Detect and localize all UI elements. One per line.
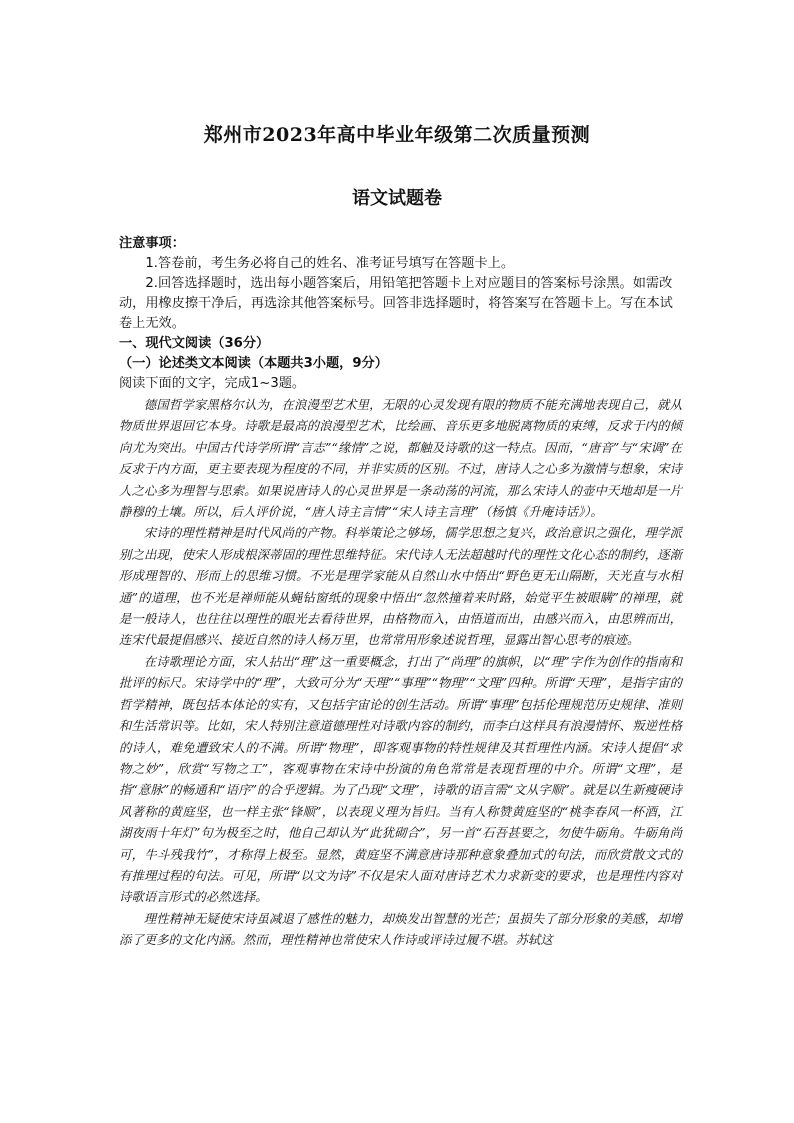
section-heading: 一、现代文阅读（36分） [119, 336, 270, 351]
notice-item-1: 1.答卷前，考生务必将自己的姓名、准考证号填写在答题卡上。 [145, 256, 515, 271]
exam-subtitle: 语文试题卷 [352, 188, 442, 209]
paragraph-2: 宋诗的理性精神是时代风尚的产物。科举策论之够场，儒学思想之复兴，政治意识之强化，理学派别之出现，使宋人形成根深蒂固的理性思维特征。宋代诗人无法超越时代的理性文化心态的制约，逐渐形成理智的、形而上的思维习惯。不光是理学家能从自然山水中悟出“野色更无山隔断，天光直与水相通”的道理，也不光是禅师能从蝇钻窗纸的现象中悟出“忽然撞着来时路，始觉平生被眼瞒”的禅理，就是一般诗人，也往往以理性的眼光去看待世界，由格物而入，由悟道而出，由感兴而入，由思辨而出，连宋代最提倡感兴、接近自然的诗人杨万里，也常常用形象述说哲理，显露出智心思考的痕迹。 [119, 525, 682, 648]
exam-content [119, 234, 682, 951]
section-subheading: （一）论述类文本阅读（本题共3小题，9分） [119, 356, 388, 371]
paragraph-3: 在诗歌理论方面，宋人拈出“理”这一重要概念，打出了“尚理”的旗帜，以“理”字作为创作的指南和批评的标尺。宋诗学中的“理”，大致可分为“天理”“事理”“物理”“文理”四种。所谓“天理”，是指宇宙的哲学精神，既包括本体论的实有，又包括宇宙论的创生活动。所谓“事理”包括伦理规范历史规律、准则和生活常识等。比如，宋人特别注意道德理性对诗歌内容的制约，而李白这样具有浪漫情怀、叛逆性格的诗人，难免遭致宋人的不满。所谓“物理”，即客观事物的特性规律及其哲理性内涵。宋诗人提倡“求物之妙”，欣赏“写物之工”，客观事物在宋诗中扮演的角色常常是表现哲理的中介。所谓“文理”，是指“意脉”的畅通和“语序”的合乎逻辑。为了凸现“文理”，诗歌的语言需“文从字顺”。就是以生新瘦硬诗风著称的黄庭坚，也一样主张“锋顺”，以表现义理为旨归。当有人称赞黄庭坚的“桃李春风一杯酒，江湖夜雨十年灯”句为极至之时，他自己却认为“此犹砌合”，另一首“石吾甚要之，勿使牛砺角。牛砺角尚可，牛斗残我竹”，才称得上极至。显然，黄庭坚不满意唐诗那种意象叠加式的句法，而欣赏散文式的有推理过程的句法。可见，所谓“以文为诗”不仅是宋人面对唐诗艺术力求新变的要求，也是理性内容对诗歌语言形式的必然选择。 [119, 653, 682, 905]
paragraph-4: 理性精神无疑使宋诗虽减退了感性的魅力，却焕发出智慧的光芒；虽损失了部分形象的美感，却增添了更多的文化内涵。然而，理性精神也常使宋人作诗或评诗过履不堪。苏轼这 [119, 910, 682, 948]
reading-instruction: 阅读下面的文字，完成1~3题。 [119, 376, 306, 391]
notice-item-2: 2.回答选择题时，选出每小题答案后，用铅笔把答题卡上对应题目的答案标号涂黑。如需改动，用橡皮擦干净后，再选涂其他答案标号。回答非选择题时，将答案写在答题卡上。写在本试卷上无效。 [119, 276, 673, 331]
exam-title: 郑州市2023年高中毕业年级第二次质量预测 [203, 124, 591, 146]
paragraph-1: 德国哲学家黑格尔认为，在浪漫型艺术里，无限的心灵发现有限的物质不能充满地表现自己，就从物质世界退回它本身。诗歌是最高的浪漫型艺术，比绘画、音乐更多地脱离物质的束缚，反求于内的倾向尤为突出。中国古代诗学所谓“言志”“缘情”之说，都触及诗歌的这一特点。因而，“唐音”与“宋调”在反求于内方面，更主要表现为程度的不同，并非实质的区别。不过，唐诗人之心多为激情与想象，宋诗人之心多为理智与思索。如果说唐诗人的心灵世界是一条动荡的河流，那么宋诗人的壶中天地却是一片静穆的土壤。所以，后人评价说，“唐人诗主言情”“宋人诗主言理”（杨慎《升庵诗话》）。 [119, 397, 682, 520]
notice-heading: 注意事项： [119, 236, 185, 251]
